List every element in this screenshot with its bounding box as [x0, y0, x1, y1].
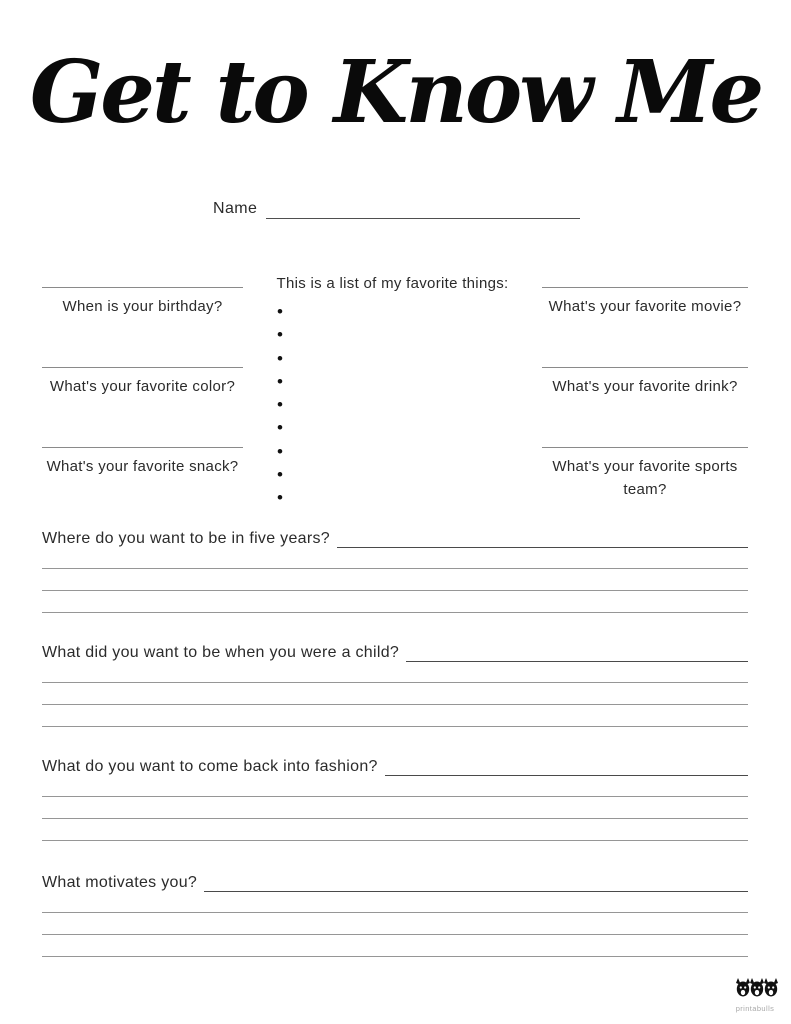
favorite-list-item[interactable]: [277, 441, 532, 464]
favorite-list-item[interactable]: [277, 324, 532, 347]
answer-line[interactable]: [385, 760, 748, 776]
write-line[interactable]: [42, 776, 748, 797]
answer-line[interactable]: [542, 430, 748, 448]
favorite-list-item[interactable]: [277, 487, 532, 510]
question-block-snack: [42, 430, 243, 510]
answer-line[interactable]: [42, 350, 243, 368]
write-line[interactable]: [42, 935, 748, 957]
write-line[interactable]: [42, 662, 748, 683]
question-section-five-years: [42, 530, 748, 613]
bullet-icon: •: [277, 302, 283, 321]
question-label: When is your birthday?: [62, 298, 223, 315]
left-question-column: [42, 270, 243, 511]
favorite-list-item[interactable]: [277, 301, 532, 324]
right-question-column: [542, 270, 748, 511]
favorite-list-item[interactable]: [277, 464, 532, 487]
write-line[interactable]: [42, 892, 748, 913]
question-label: What did you want to be when you were a child?: [42, 644, 400, 661]
name-input-line[interactable]: [266, 200, 580, 219]
printabulls-logo: [724, 974, 786, 1013]
write-line[interactable]: [42, 683, 748, 705]
favorite-list-item[interactable]: [277, 417, 532, 440]
question-label: What's your favorite color?: [49, 378, 236, 395]
bullet-icon: •: [277, 418, 283, 438]
favorites-section: [42, 270, 748, 511]
answer-line[interactable]: [542, 270, 748, 288]
answer-line[interactable]: [42, 430, 243, 448]
question-block-birthday: [42, 270, 243, 350]
favorite-list-item[interactable]: [277, 394, 532, 417]
question-label: What's your favorite movie?: [548, 298, 742, 315]
answer-line[interactable]: [337, 532, 748, 548]
write-line[interactable]: [42, 548, 748, 569]
name-label: Name: [213, 200, 258, 217]
favorite-list-item[interactable]: [277, 348, 532, 371]
bullet-icon: •: [277, 348, 283, 368]
bulldog-heads-icon: [726, 974, 784, 1000]
write-line[interactable]: [42, 569, 748, 591]
question-block-movie: [542, 270, 748, 350]
bullet-icon: •: [277, 325, 283, 345]
question-section-fashion: [42, 758, 748, 841]
favorite-list-item[interactable]: [277, 371, 532, 394]
answer-line[interactable]: [406, 646, 748, 662]
write-line[interactable]: [42, 797, 748, 819]
question-label: What's your favorite drink?: [552, 378, 738, 395]
page-title: Get to Know Me: [29, 42, 762, 143]
question-block-sports-team: [542, 430, 748, 510]
write-line[interactable]: [42, 913, 748, 935]
question-label: What motivates you?: [42, 874, 198, 891]
favorites-bullet-list: [253, 301, 532, 511]
brand-name: printabulls: [735, 1004, 775, 1013]
question-label: Where do you want to be in five years?: [42, 530, 330, 547]
answer-line[interactable]: [204, 876, 748, 892]
answer-line[interactable]: [42, 270, 243, 288]
bullet-icon: •: [277, 465, 283, 485]
favorites-heading: This is a list of my favorite things:: [276, 275, 509, 292]
question-block-drink: [542, 350, 748, 430]
question-block-color: [42, 350, 243, 430]
question-section-child-dream: [42, 644, 748, 727]
bullet-icon: •: [277, 395, 283, 415]
question-section-motivation: [42, 874, 748, 957]
favorites-list-column: [243, 270, 542, 511]
bullet-icon: •: [277, 488, 283, 508]
bullet-icon: •: [277, 441, 283, 461]
answer-line[interactable]: [542, 350, 748, 368]
name-field-row: [213, 200, 580, 219]
write-line[interactable]: [42, 819, 748, 841]
write-line[interactable]: [42, 591, 748, 613]
question-label: What do you want to come back into fashion?: [42, 758, 378, 775]
question-label: What's your favorite snack?: [46, 458, 239, 475]
bullet-icon: •: [277, 371, 283, 391]
write-line[interactable]: [42, 705, 748, 727]
question-label: What's your favorite sports team?: [552, 458, 738, 499]
